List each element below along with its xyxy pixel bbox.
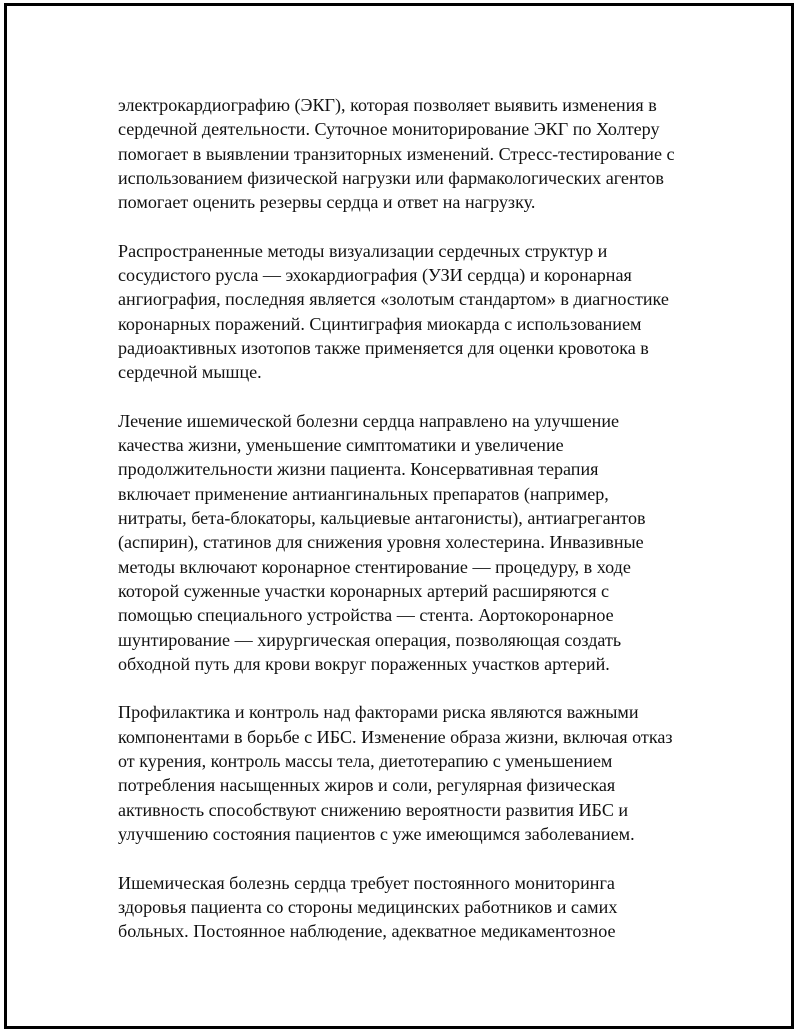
text-line: помогает в выявлении транзиторных изменений. Стресс-тестирование с bbox=[118, 143, 675, 164]
text-line: Распространенные методы визуализации сердечных структур и bbox=[118, 240, 608, 261]
text-line: помогает оценить резервы сердца и ответ на нагрузку. bbox=[118, 192, 536, 213]
text-line: от курения, контроль массы тела, диетотерапию с уменьшением bbox=[118, 751, 613, 772]
text-line: компонентами в борьбе с ИБС. Изменение образа жизни, включая отказ bbox=[118, 726, 673, 747]
text-line: качества жизни, уменьшение симптоматики и увеличение bbox=[118, 435, 564, 456]
text-line: включает применение антиангинальных препаратов (например, bbox=[118, 483, 609, 504]
paragraph bbox=[118, 700, 698, 846]
text-line: нитраты, бета-блокаторы, кальциевые антагонисты), антиагрегантов bbox=[118, 508, 646, 529]
text-line: потребления насыщенных жиров и соли, регулярная физическая bbox=[118, 775, 616, 796]
text-line: шунтирование — хирургическая операция, позволяющая создать bbox=[118, 629, 622, 650]
text-line: Профилактика и контроль над факторами риска являются важными bbox=[118, 702, 639, 723]
text-line: обходной путь для крови вокруг пораженных участков артерий. bbox=[118, 653, 610, 674]
paragraph bbox=[118, 409, 698, 676]
text-line: сердечной мышце. bbox=[118, 362, 262, 383]
text-line: здоровья пациента со стороны медицинских работников и самих bbox=[118, 896, 618, 917]
text-line: которой суженные участки коронарных артерий расширяются с bbox=[118, 580, 610, 601]
text-line: коронарных поражений. Сцинтиграфия миокарда с использованием bbox=[118, 313, 642, 334]
text-line: радиоактивных изотопов также применяется для оценки кровотока в bbox=[118, 337, 649, 358]
text-line: активность способствуют снижению вероятности развития ИБС и bbox=[118, 799, 629, 820]
text-line: сердечной деятельности. Суточное мониторирование ЭКГ по Холтеру bbox=[118, 119, 660, 140]
paragraph bbox=[118, 871, 698, 944]
text-line: Ишемическая болезнь сердца требует постоянного мониторинга bbox=[118, 872, 615, 893]
page-content bbox=[118, 93, 698, 968]
text-line: продолжительности жизни пациента. Консервативная терапия bbox=[118, 459, 599, 480]
paragraph bbox=[118, 93, 698, 214]
text-line: методы включают коронарное стентирование — процедуру, в ходе bbox=[118, 556, 631, 577]
text-line: электрокардиографию (ЭКГ), которая позволяет выявить изменения в bbox=[118, 95, 657, 115]
text-line: улучшению состояния пациентов с уже имеющимся заболеванием. bbox=[118, 823, 635, 844]
text-line: Лечение ишемической болезни сердца направлено на улучшение bbox=[118, 410, 620, 431]
text-line: (аспирин), статинов для снижения уровня холестерина. Инвазивные bbox=[118, 532, 644, 553]
text-line: использованием физической нагрузки или фармакологических агентов bbox=[118, 167, 664, 188]
text-line: сосудистого русла — эхокардиография (УЗИ сердца) и коронарная bbox=[118, 265, 632, 286]
text-line: больных. Постоянное наблюдение, адекватное медикаментозное bbox=[118, 921, 616, 942]
paragraph bbox=[118, 239, 698, 385]
text-line: ангиография, последняя является «золотым стандартом» в диагностике bbox=[118, 289, 669, 310]
text-line: помощью специального устройства — стента. Аортокоронарное bbox=[118, 605, 614, 626]
